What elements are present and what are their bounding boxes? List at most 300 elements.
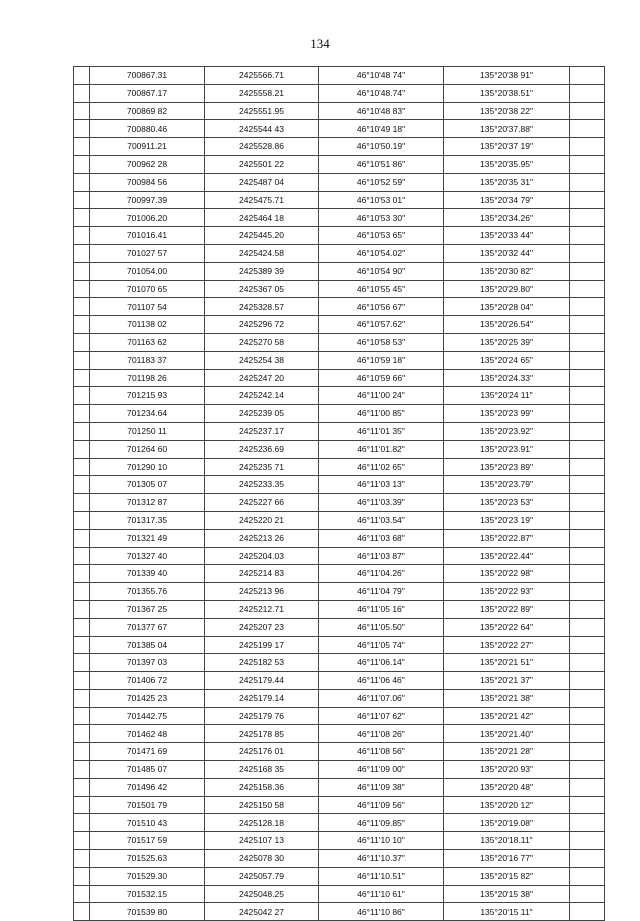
table-row (74, 529, 605, 547)
table-row (74, 316, 605, 334)
row-spacer-cell (74, 102, 90, 120)
y-coordinate-cell: 2425487 04 (205, 173, 319, 191)
row-blank-cell (570, 867, 605, 885)
x-coordinate-cell: 701234.64 (90, 405, 205, 423)
row-blank-cell (570, 654, 605, 672)
y-coordinate-cell: 2425182 53 (205, 654, 319, 672)
row-spacer-cell (74, 850, 90, 868)
table-row (74, 850, 605, 868)
y-coordinate-cell: 2425475.71 (205, 191, 319, 209)
y-coordinate-cell: 2425445.20 (205, 227, 319, 245)
longitude-cell: 135°20'35.95" (444, 155, 570, 173)
longitude-cell: 135°20'20 12" (444, 796, 570, 814)
latitude-cell: 46°11'04 79" (319, 583, 444, 601)
table-row (74, 636, 605, 654)
latitude-cell: 46°11'10 86" (319, 903, 444, 921)
x-coordinate-cell: 700911.21 (90, 138, 205, 156)
latitude-cell: 46°10'49 18" (319, 120, 444, 138)
row-spacer-cell (74, 832, 90, 850)
table-row (74, 511, 605, 529)
y-coordinate-cell: 2425328.57 (205, 298, 319, 316)
longitude-cell: 135°20'21 38" (444, 689, 570, 707)
latitude-cell: 46°11'08 56" (319, 743, 444, 761)
row-spacer-cell (74, 725, 90, 743)
row-blank-cell (570, 511, 605, 529)
x-coordinate-cell: 701525.63 (90, 850, 205, 868)
x-coordinate-cell: 701496 42 (90, 778, 205, 796)
row-spacer-cell (74, 440, 90, 458)
latitude-cell: 46°10'51 86" (319, 155, 444, 173)
row-blank-cell (570, 173, 605, 191)
row-blank-cell (570, 761, 605, 779)
table-row (74, 458, 605, 476)
row-blank-cell (570, 796, 605, 814)
x-coordinate-cell: 701406 72 (90, 672, 205, 690)
table-row (74, 280, 605, 298)
row-spacer-cell (74, 565, 90, 583)
y-coordinate-cell: 2425179.14 (205, 689, 319, 707)
latitude-cell: 46°11'10 61" (319, 885, 444, 903)
longitude-cell: 135°20'29.80" (444, 280, 570, 298)
longitude-cell: 135°20'21 51" (444, 654, 570, 672)
row-spacer-cell (74, 227, 90, 245)
x-coordinate-cell: 701054.00 (90, 262, 205, 280)
row-spacer-cell (74, 814, 90, 832)
row-spacer-cell (74, 654, 90, 672)
latitude-cell: 46°11'01.82" (319, 440, 444, 458)
latitude-cell: 46°10'48.74" (319, 84, 444, 102)
longitude-cell: 135°20'15 11" (444, 903, 570, 921)
latitude-cell: 46°11'10 10" (319, 832, 444, 850)
table-row (74, 387, 605, 405)
coordinates-table (73, 66, 605, 921)
y-coordinate-cell: 2425220 21 (205, 511, 319, 529)
longitude-cell: 135°20'22.87" (444, 529, 570, 547)
y-coordinate-cell: 2425233.35 (205, 476, 319, 494)
y-coordinate-cell: 2425239 05 (205, 405, 319, 423)
longitude-cell: 135°20'21 42" (444, 707, 570, 725)
table-row (74, 298, 605, 316)
row-spacer-cell (74, 796, 90, 814)
x-coordinate-cell: 701163 62 (90, 333, 205, 351)
latitude-cell: 46°11'09 56" (319, 796, 444, 814)
longitude-cell: 135°20'24.33" (444, 369, 570, 387)
table-row (74, 885, 605, 903)
latitude-cell: 46°10'48 83" (319, 102, 444, 120)
row-blank-cell (570, 155, 605, 173)
longitude-cell: 135°20'22.44" (444, 547, 570, 565)
latitude-cell: 46°11'09 00" (319, 761, 444, 779)
longitude-cell: 135°20'33 44" (444, 227, 570, 245)
row-blank-cell (570, 138, 605, 156)
y-coordinate-cell: 2425424.58 (205, 244, 319, 262)
x-coordinate-cell: 701529.30 (90, 867, 205, 885)
x-coordinate-cell: 701367 25 (90, 600, 205, 618)
table-row (74, 476, 605, 494)
x-coordinate-cell: 701183 37 (90, 351, 205, 369)
latitude-cell: 46°11'06 46" (319, 672, 444, 690)
row-spacer-cell (74, 333, 90, 351)
table-row (74, 743, 605, 761)
latitude-cell: 46°11'00 24" (319, 387, 444, 405)
row-blank-cell (570, 316, 605, 334)
latitude-cell: 46°10'53 01" (319, 191, 444, 209)
x-coordinate-cell: 701290 10 (90, 458, 205, 476)
latitude-cell: 46°11'03.39" (319, 494, 444, 512)
longitude-cell: 135°20'23.92" (444, 422, 570, 440)
table-row (74, 832, 605, 850)
row-spacer-cell (74, 316, 90, 334)
x-coordinate-cell: 701355.76 (90, 583, 205, 601)
y-coordinate-cell: 2425501 22 (205, 155, 319, 173)
x-coordinate-cell: 700869 82 (90, 102, 205, 120)
table-row (74, 778, 605, 796)
table-row (74, 440, 605, 458)
longitude-cell: 135°20'19.08" (444, 814, 570, 832)
row-blank-cell (570, 672, 605, 690)
latitude-cell: 46°10'55 45" (319, 280, 444, 298)
y-coordinate-cell: 2425235 71 (205, 458, 319, 476)
row-spacer-cell (74, 743, 90, 761)
row-blank-cell (570, 850, 605, 868)
row-spacer-cell (74, 262, 90, 280)
longitude-cell: 135°20'34.26" (444, 209, 570, 227)
table-row (74, 654, 605, 672)
x-coordinate-cell: 701339 40 (90, 565, 205, 583)
row-spacer-cell (74, 422, 90, 440)
row-blank-cell (570, 120, 605, 138)
row-blank-cell (570, 351, 605, 369)
y-coordinate-cell: 2425048.25 (205, 885, 319, 903)
row-spacer-cell (74, 761, 90, 779)
table-row (74, 244, 605, 262)
table-row (74, 761, 605, 779)
y-coordinate-cell: 2425214 83 (205, 565, 319, 583)
longitude-cell: 135°20'20 48" (444, 778, 570, 796)
x-coordinate-cell: 701312 87 (90, 494, 205, 512)
longitude-cell: 135°20'22 64" (444, 618, 570, 636)
latitude-cell: 46°10'58 53" (319, 333, 444, 351)
row-spacer-cell (74, 600, 90, 618)
longitude-cell: 135°20'22 98" (444, 565, 570, 583)
x-coordinate-cell: 701462 48 (90, 725, 205, 743)
x-coordinate-cell: 701321 49 (90, 529, 205, 547)
y-coordinate-cell: 2425247 20 (205, 369, 319, 387)
x-coordinate-cell: 701485 07 (90, 761, 205, 779)
longitude-cell: 135°20'18.11" (444, 832, 570, 850)
longitude-cell: 135°20'26.54" (444, 316, 570, 334)
longitude-cell: 135°20'21 28" (444, 743, 570, 761)
row-blank-cell (570, 333, 605, 351)
longitude-cell: 135°20'16 77" (444, 850, 570, 868)
latitude-cell: 46°11'03 13" (319, 476, 444, 494)
table-row (74, 814, 605, 832)
x-coordinate-cell: 700962 28 (90, 155, 205, 173)
longitude-cell: 135°20'37 19" (444, 138, 570, 156)
longitude-cell: 135°20'28 04" (444, 298, 570, 316)
table-row (74, 120, 605, 138)
latitude-cell: 46°11'09.85" (319, 814, 444, 832)
y-coordinate-cell: 2425227 66 (205, 494, 319, 512)
y-coordinate-cell: 2425128.18 (205, 814, 319, 832)
row-spacer-cell (74, 547, 90, 565)
table-row (74, 600, 605, 618)
row-blank-cell (570, 778, 605, 796)
x-coordinate-cell: 701198 26 (90, 369, 205, 387)
latitude-cell: 46°11'02 65" (319, 458, 444, 476)
table-row (74, 796, 605, 814)
y-coordinate-cell: 2425544 43 (205, 120, 319, 138)
row-blank-cell (570, 227, 605, 245)
longitude-cell: 135°20'21 37" (444, 672, 570, 690)
row-spacer-cell (74, 885, 90, 903)
row-spacer-cell (74, 707, 90, 725)
table-row (74, 707, 605, 725)
y-coordinate-cell: 2425150 58 (205, 796, 319, 814)
latitude-cell: 46°10'52 59" (319, 173, 444, 191)
y-coordinate-cell: 2425168 35 (205, 761, 319, 779)
latitude-cell: 46°10'54.02" (319, 244, 444, 262)
row-blank-cell (570, 814, 605, 832)
row-blank-cell (570, 636, 605, 654)
x-coordinate-cell: 701305 07 (90, 476, 205, 494)
latitude-cell: 46°10'54 90" (319, 262, 444, 280)
y-coordinate-cell: 2425528.86 (205, 138, 319, 156)
table-row (74, 565, 605, 583)
longitude-cell: 135°20'38.51" (444, 84, 570, 102)
longitude-cell: 135°20'23 53" (444, 494, 570, 512)
table-row (74, 547, 605, 565)
table-row (74, 494, 605, 512)
latitude-cell: 46°10'48 74" (319, 67, 444, 85)
table-row (74, 333, 605, 351)
y-coordinate-cell: 2425213 96 (205, 583, 319, 601)
y-coordinate-cell: 2425176 01 (205, 743, 319, 761)
row-blank-cell (570, 369, 605, 387)
row-spacer-cell (74, 387, 90, 405)
row-spacer-cell (74, 244, 90, 262)
latitude-cell: 46°11'05 16" (319, 600, 444, 618)
row-blank-cell (570, 280, 605, 298)
y-coordinate-cell: 2425204.03 (205, 547, 319, 565)
x-coordinate-cell: 700984 56 (90, 173, 205, 191)
row-blank-cell (570, 547, 605, 565)
row-blank-cell (570, 476, 605, 494)
row-spacer-cell (74, 778, 90, 796)
x-coordinate-cell: 700867.31 (90, 67, 205, 85)
row-blank-cell (570, 689, 605, 707)
x-coordinate-cell: 701027 57 (90, 244, 205, 262)
table-row (74, 84, 605, 102)
latitude-cell: 46°11'09 38" (319, 778, 444, 796)
row-spacer-cell (74, 351, 90, 369)
table-row (74, 369, 605, 387)
table-row (74, 405, 605, 423)
longitude-cell: 135°20'30 82" (444, 262, 570, 280)
latitude-cell: 46°11'10.37" (319, 850, 444, 868)
x-coordinate-cell: 701317.35 (90, 511, 205, 529)
x-coordinate-cell: 701327 40 (90, 547, 205, 565)
table-row (74, 689, 605, 707)
table-row (74, 903, 605, 921)
latitude-cell: 46°11'04.26" (319, 565, 444, 583)
row-spacer-cell (74, 84, 90, 102)
y-coordinate-cell: 2425296 72 (205, 316, 319, 334)
latitude-cell: 46°10'50.19" (319, 138, 444, 156)
latitude-cell: 46°11'07.06" (319, 689, 444, 707)
row-blank-cell (570, 298, 605, 316)
x-coordinate-cell: 701377 67 (90, 618, 205, 636)
table-row (74, 422, 605, 440)
table-row (74, 209, 605, 227)
longitude-cell: 135°20'38 91" (444, 67, 570, 85)
x-coordinate-cell: 701385 04 (90, 636, 205, 654)
latitude-cell: 46°11'01 35" (319, 422, 444, 440)
longitude-cell: 135°20'22 27" (444, 636, 570, 654)
row-spacer-cell (74, 689, 90, 707)
longitude-cell: 135°20'23.91" (444, 440, 570, 458)
y-coordinate-cell: 2425042 27 (205, 903, 319, 921)
row-spacer-cell (74, 672, 90, 690)
latitude-cell: 46°10'56 67" (319, 298, 444, 316)
x-coordinate-cell: 701016.41 (90, 227, 205, 245)
table-row (74, 672, 605, 690)
longitude-cell: 135°20'21.40" (444, 725, 570, 743)
y-coordinate-cell: 2425178 85 (205, 725, 319, 743)
latitude-cell: 46°11'03 68" (319, 529, 444, 547)
x-coordinate-cell: 701070 65 (90, 280, 205, 298)
x-coordinate-cell: 701397 03 (90, 654, 205, 672)
row-spacer-cell (74, 458, 90, 476)
y-coordinate-cell: 2425254 38 (205, 351, 319, 369)
x-coordinate-cell: 701215 93 (90, 387, 205, 405)
table-row (74, 173, 605, 191)
longitude-cell: 135°20'23 89" (444, 458, 570, 476)
longitude-cell: 135°20'23 19" (444, 511, 570, 529)
row-spacer-cell (74, 903, 90, 921)
row-spacer-cell (74, 298, 90, 316)
row-blank-cell (570, 387, 605, 405)
row-spacer-cell (74, 867, 90, 885)
y-coordinate-cell: 2425558.21 (205, 84, 319, 102)
latitude-cell: 46°10'53 30" (319, 209, 444, 227)
longitude-cell: 135°20'37.88" (444, 120, 570, 138)
longitude-cell: 135°20'35 31" (444, 173, 570, 191)
row-spacer-cell (74, 511, 90, 529)
longitude-cell: 135°20'15 82" (444, 867, 570, 885)
latitude-cell: 46°11'06.14" (319, 654, 444, 672)
y-coordinate-cell: 2425179.44 (205, 672, 319, 690)
latitude-cell: 46°11'10.51" (319, 867, 444, 885)
row-blank-cell (570, 440, 605, 458)
y-coordinate-cell: 2425270 58 (205, 333, 319, 351)
row-blank-cell (570, 885, 605, 903)
x-coordinate-cell: 701138 02 (90, 316, 205, 334)
table-row (74, 725, 605, 743)
y-coordinate-cell: 2425367 05 (205, 280, 319, 298)
row-spacer-cell (74, 209, 90, 227)
latitude-cell: 46°11'00 85" (319, 405, 444, 423)
x-coordinate-cell: 701442.75 (90, 707, 205, 725)
table-row (74, 351, 605, 369)
x-coordinate-cell: 701107 54 (90, 298, 205, 316)
longitude-cell: 135°20'23 99" (444, 405, 570, 423)
latitude-cell: 46°11'03 87" (319, 547, 444, 565)
row-spacer-cell (74, 618, 90, 636)
table-row (74, 102, 605, 120)
row-spacer-cell (74, 494, 90, 512)
table-row (74, 138, 605, 156)
row-blank-cell (570, 422, 605, 440)
row-blank-cell (570, 84, 605, 102)
longitude-cell: 135°20'23.79" (444, 476, 570, 494)
x-coordinate-cell: 700867.17 (90, 84, 205, 102)
x-coordinate-cell: 701264 60 (90, 440, 205, 458)
y-coordinate-cell: 2425389 39 (205, 262, 319, 280)
latitude-cell: 46°10'53 65" (319, 227, 444, 245)
y-coordinate-cell: 2425078 30 (205, 850, 319, 868)
x-coordinate-cell: 701517 59 (90, 832, 205, 850)
x-coordinate-cell: 701471 69 (90, 743, 205, 761)
y-coordinate-cell: 2425199 17 (205, 636, 319, 654)
row-spacer-cell (74, 191, 90, 209)
row-blank-cell (570, 832, 605, 850)
table-row (74, 583, 605, 601)
table-row (74, 867, 605, 885)
y-coordinate-cell: 2425213 26 (205, 529, 319, 547)
table-row (74, 155, 605, 173)
latitude-cell: 46°11'07 62" (319, 707, 444, 725)
x-coordinate-cell: 701006.20 (90, 209, 205, 227)
row-spacer-cell (74, 138, 90, 156)
row-blank-cell (570, 529, 605, 547)
row-blank-cell (570, 743, 605, 761)
row-blank-cell (570, 102, 605, 120)
x-coordinate-cell: 700880.46 (90, 120, 205, 138)
longitude-cell: 135°20'22 89" (444, 600, 570, 618)
longitude-cell: 135°20'22 93" (444, 583, 570, 601)
y-coordinate-cell: 2425207 23 (205, 618, 319, 636)
row-spacer-cell (74, 529, 90, 547)
table-row (74, 191, 605, 209)
y-coordinate-cell: 2425107 13 (205, 832, 319, 850)
y-coordinate-cell: 2425236.69 (205, 440, 319, 458)
table-row (74, 618, 605, 636)
row-blank-cell (570, 262, 605, 280)
x-coordinate-cell: 701501 79 (90, 796, 205, 814)
row-spacer-cell (74, 155, 90, 173)
latitude-cell: 46°11'05 74" (319, 636, 444, 654)
longitude-cell: 135°20'20 93" (444, 761, 570, 779)
latitude-cell: 46°10'57.62" (319, 316, 444, 334)
row-blank-cell (570, 600, 605, 618)
row-spacer-cell (74, 405, 90, 423)
table-row (74, 227, 605, 245)
table-row (74, 67, 605, 85)
y-coordinate-cell: 2425158.36 (205, 778, 319, 796)
row-spacer-cell (74, 67, 90, 85)
longitude-cell: 135°20'32 44" (444, 244, 570, 262)
latitude-cell: 46°11'05.50" (319, 618, 444, 636)
x-coordinate-cell: 701539 80 (90, 903, 205, 921)
y-coordinate-cell: 2425179 76 (205, 707, 319, 725)
row-blank-cell (570, 707, 605, 725)
row-blank-cell (570, 67, 605, 85)
y-coordinate-cell: 2425566.71 (205, 67, 319, 85)
row-blank-cell (570, 494, 605, 512)
row-spacer-cell (74, 120, 90, 138)
latitude-cell: 46°11'08 26" (319, 725, 444, 743)
